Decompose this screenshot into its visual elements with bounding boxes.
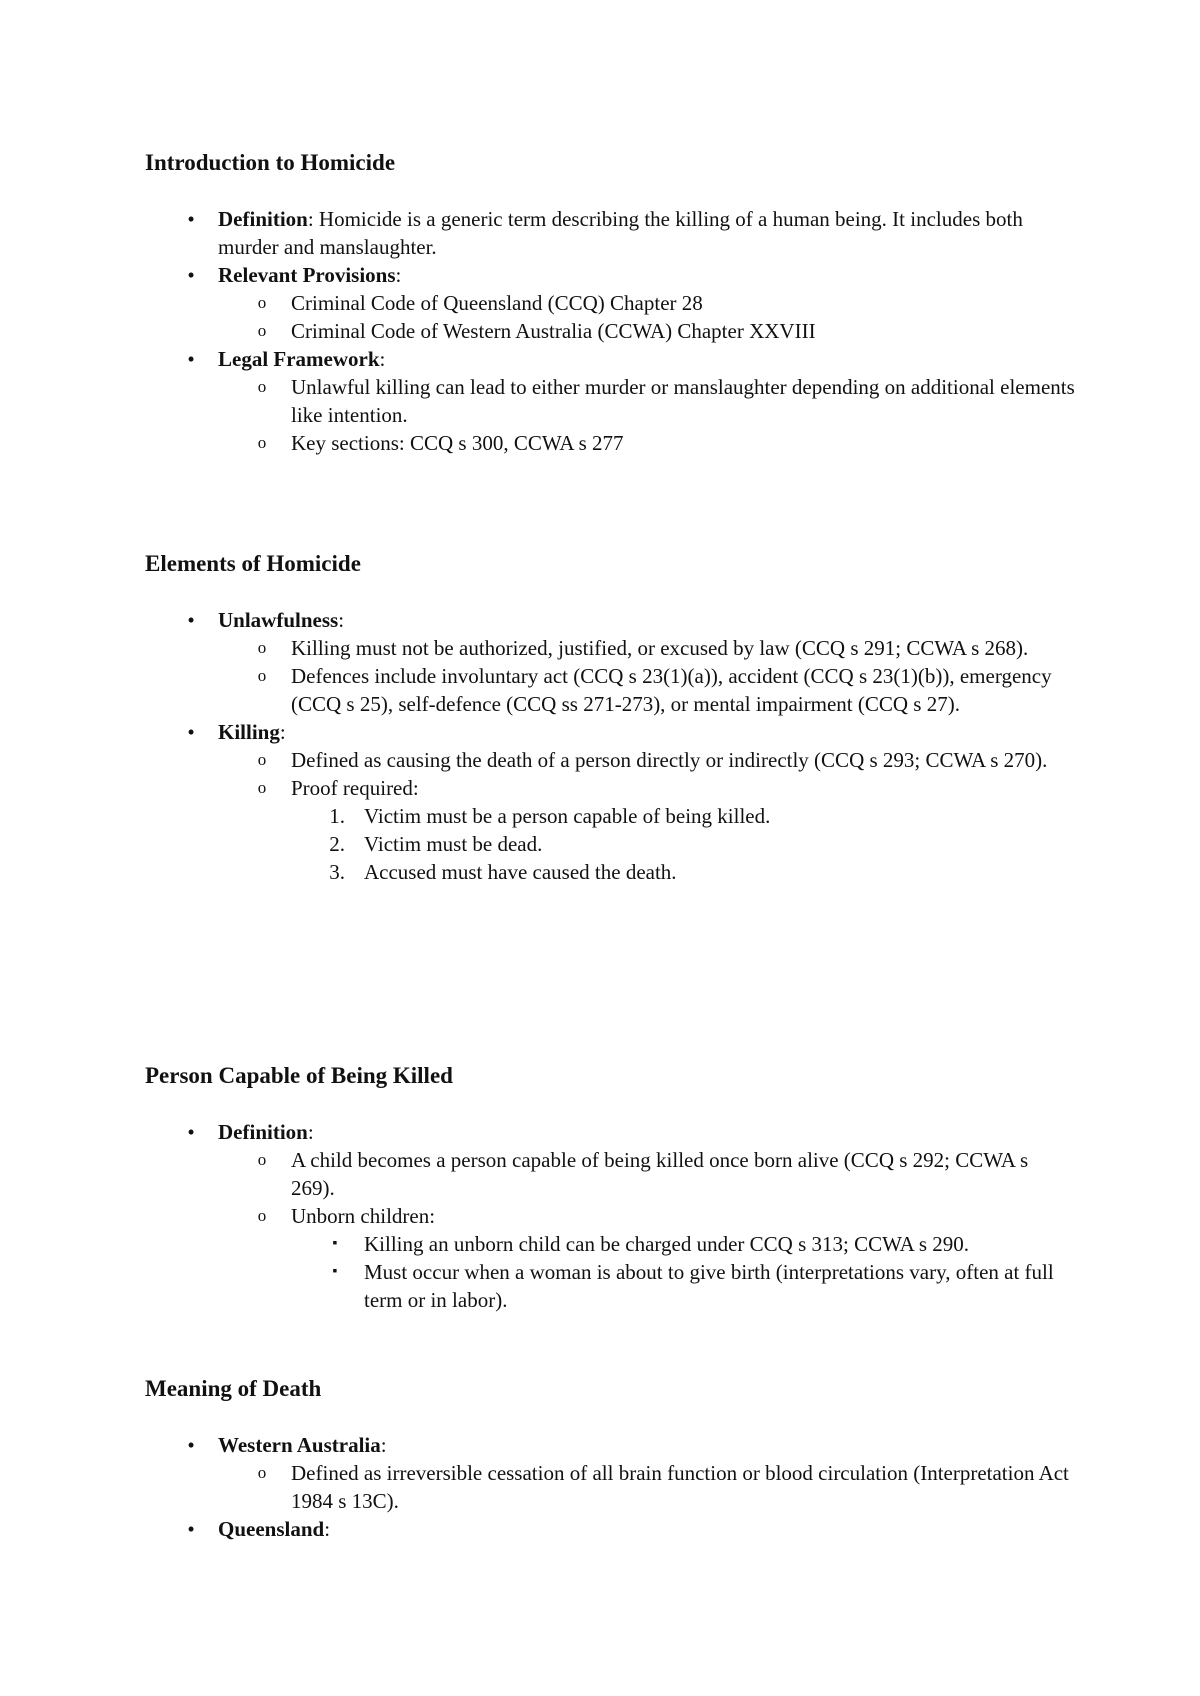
square-item xyxy=(291,1230,1075,1258)
number-marker: 3. xyxy=(329,860,345,884)
sub-marker: o xyxy=(257,1463,267,1482)
sub-list xyxy=(218,1146,1075,1314)
list-item xyxy=(145,345,1075,457)
sub-list xyxy=(218,373,1075,457)
item-text: : Homicide is a generic term describing the killing of a human being. It includes both murder and manslaughter. xyxy=(218,207,1023,259)
square-item xyxy=(291,1258,1075,1314)
sub-item-text: Unlawful killing can lead to either murder or manslaughter depending on additional elements like intention. xyxy=(291,375,1075,427)
sub-item-text: Key sections: CCQ s 300, CCWA s 277 xyxy=(291,431,624,455)
sub-marker: o xyxy=(257,433,267,452)
section-heading: Elements of Homicide xyxy=(145,551,361,576)
sub-marker: o xyxy=(257,377,267,396)
square-item-text: Must occur when a woman is about to give birth (interpretations vary, often at full term or in labor). xyxy=(364,1260,1054,1312)
sub-item-text: Criminal Code of Western Australia (CCWA) Chapter XXVIII xyxy=(291,319,816,343)
sub-item-text: Proof required: xyxy=(291,776,419,800)
numbered-item xyxy=(291,858,1075,886)
sub-item-text: Defined as causing the death of a person directly or indirectly (CCQ s 293; CCWA s 270). xyxy=(291,748,1048,772)
item-term: Definition xyxy=(218,207,308,231)
bullet-list xyxy=(145,1431,1075,1543)
number-marker: 2. xyxy=(329,832,345,856)
item-term: Legal Framework xyxy=(218,347,380,371)
item-text: : xyxy=(338,608,345,632)
sub-list xyxy=(218,634,1075,718)
sub-list xyxy=(218,746,1075,886)
numbered-item-text: Accused must have caused the death. xyxy=(364,860,677,884)
bullet-list xyxy=(145,205,1075,457)
sub-marker: o xyxy=(257,638,267,657)
square-list xyxy=(291,1230,1075,1314)
sub-marker: o xyxy=(257,293,267,312)
number-marker: 1. xyxy=(329,804,345,828)
sub-item-text: Killing must not be authorized, justified, or excused by law (CCQ s 291; CCWA s 268). xyxy=(291,636,1029,660)
item-text: : xyxy=(379,347,386,371)
bullet-marker: • xyxy=(187,347,195,371)
sub-list-item xyxy=(218,774,1075,886)
sub-marker: o xyxy=(257,321,267,340)
section-heading: Introduction to Homicide xyxy=(145,150,396,175)
numbered-item-text: Victim must be dead. xyxy=(364,832,543,856)
item-text: : xyxy=(324,1517,331,1541)
section-elements xyxy=(145,549,1075,886)
sub-list xyxy=(218,1459,1075,1515)
sub-list-item xyxy=(218,634,1075,662)
sub-list-item xyxy=(218,317,1075,345)
item-text: : xyxy=(279,720,286,744)
bullet-marker: • xyxy=(187,1433,195,1457)
list-item xyxy=(145,261,1075,345)
bullet-list xyxy=(145,1118,1075,1314)
list-item xyxy=(145,205,1075,261)
bullet-marker: • xyxy=(187,207,195,231)
sub-list-item xyxy=(218,746,1075,774)
item-term: Relevant Provisions xyxy=(218,263,396,287)
sub-marker: o xyxy=(257,1150,267,1169)
section-person-capable xyxy=(145,1061,1075,1314)
list-item xyxy=(145,1515,1075,1543)
bullet-marker: • xyxy=(187,263,195,287)
sub-list-item xyxy=(218,1202,1075,1314)
item-term: Queensland xyxy=(218,1517,325,1541)
sub-list xyxy=(218,289,1075,345)
sub-item-text: Unborn children: xyxy=(291,1204,436,1228)
list-item xyxy=(145,1431,1075,1515)
item-term: Western Australia xyxy=(218,1433,381,1457)
sub-marker: o xyxy=(257,778,267,797)
item-text: : xyxy=(380,1433,387,1457)
bullet-marker: • xyxy=(187,1517,195,1541)
list-item xyxy=(145,606,1075,718)
square-marker: ▪ xyxy=(332,1236,338,1251)
sub-item-text: Criminal Code of Queensland (CCQ) Chapter 28 xyxy=(291,291,703,315)
section-heading: Person Capable of Being Killed xyxy=(145,1063,453,1088)
bullet-list xyxy=(145,606,1075,886)
sub-list-item xyxy=(218,289,1075,317)
sub-marker: o xyxy=(257,666,267,685)
sub-list-item xyxy=(218,373,1075,429)
section-heading: Meaning of Death xyxy=(145,1376,322,1401)
sub-item-text: Defences include involuntary act (CCQ s 23(1)(a)), accident (CCQ s 23(1)(b)), emergency (CCQ s 25), self-defence (CCQ ss 271-273), or mental impairment (CCQ s 27). xyxy=(291,664,1052,716)
item-text: : xyxy=(395,263,402,287)
numbered-item-text: Victim must be a person capable of being killed. xyxy=(364,804,771,828)
sub-list-item xyxy=(218,662,1075,718)
sub-list-item xyxy=(218,429,1075,457)
numbered-list xyxy=(291,802,1075,886)
item-term: Killing xyxy=(218,720,280,744)
list-item xyxy=(145,718,1075,886)
bullet-marker: • xyxy=(187,720,195,744)
section-introduction xyxy=(145,148,1075,457)
item-text: : xyxy=(307,1120,314,1144)
item-term: Unlawfulness xyxy=(218,608,339,632)
numbered-item xyxy=(291,802,1075,830)
sub-item-text: Defined as irreversible cessation of all brain function or blood circulation (Interpretation Act 1984 s 13C). xyxy=(291,1461,1069,1513)
sub-marker: o xyxy=(257,1206,267,1225)
list-item xyxy=(145,1118,1075,1314)
sub-marker: o xyxy=(257,750,267,769)
section-meaning-of-death xyxy=(145,1374,1075,1543)
square-item-text: Killing an unborn child can be charged under CCQ s 313; CCWA s 290. xyxy=(364,1232,970,1256)
sub-list-item xyxy=(218,1146,1075,1202)
bullet-marker: • xyxy=(187,608,195,632)
numbered-item xyxy=(291,830,1075,858)
sub-list-item xyxy=(218,1459,1075,1515)
bullet-marker: • xyxy=(187,1120,195,1144)
sub-item-text: A child becomes a person capable of being killed once born alive (CCQ s 292; CCWA s 269). xyxy=(291,1148,1029,1200)
item-term: Definition xyxy=(218,1120,308,1144)
square-marker: ▪ xyxy=(332,1264,338,1279)
